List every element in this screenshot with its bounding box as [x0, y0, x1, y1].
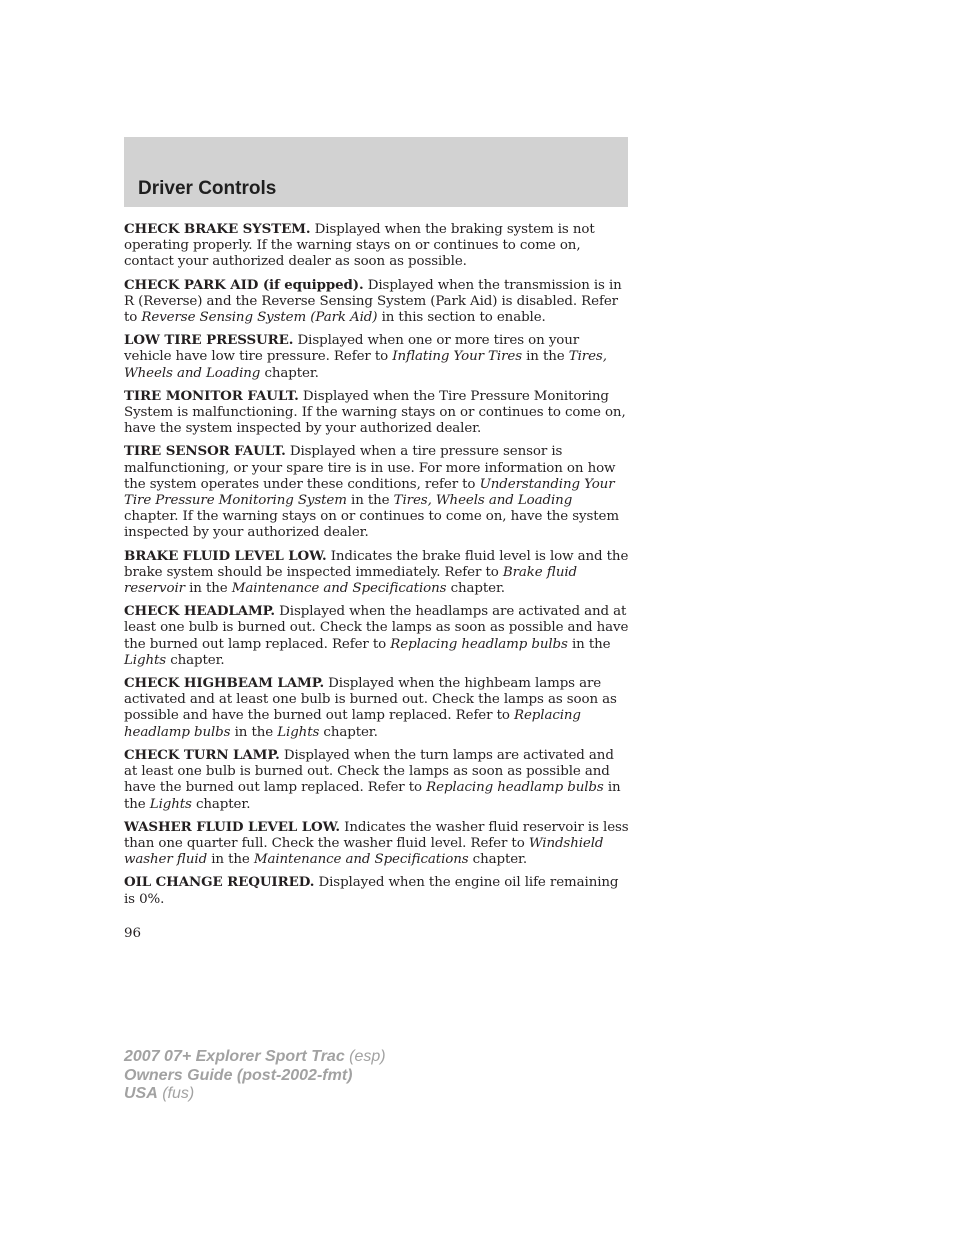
entry-reference: Replacing headlamp bulbs	[426, 780, 604, 796]
document-footer	[124, 1048, 386, 1104]
entry-reference: Lights	[277, 724, 320, 740]
entry-text: Displayed when one or more tires on your vehicle have low tire pressure. Refer to	[124, 333, 580, 365]
entry-check-highbeam-lamp	[124, 675, 630, 741]
entry-check-park-aid	[124, 277, 630, 327]
entry-text: Displayed when the headlamps are activated and at least one bulb is burned out. Check the lamps as soon as possible and have the burned out lamp replaced. Refer to	[124, 604, 629, 652]
footer-model-code: (esp)	[344, 1048, 386, 1065]
entry-heading: CHECK HIGHBEAM LAMP.	[124, 675, 325, 692]
entry-text: chapter.	[191, 796, 251, 812]
entry-reference: Lights	[149, 796, 192, 812]
entry-text: in the	[567, 636, 611, 652]
footer-line-3	[124, 1085, 386, 1104]
entry-heading: OIL CHANGE REQUIRED.	[124, 874, 315, 891]
entry-text: Indicates the washer fluid reservoir is less than one quarter full. Check the washer fluid level. Refer to	[124, 819, 629, 851]
entry-text: Displayed when the transmission is in R (Reverse) and the Reverse Sensing System (Park Aid) is disabled. Refer to	[124, 277, 622, 326]
entry-text: chapter. If the warning stays on or continues to come on, have the system inspected by your authorized dealer.	[124, 509, 619, 541]
entry-text: chapter.	[468, 852, 528, 868]
entry-heading: CHECK TURN LAMP.	[124, 746, 280, 763]
entry-reference: Windshield washer fluid	[124, 835, 604, 868]
entry-tire-sensor-fault	[124, 443, 630, 541]
entry-reference: Reverse Sensing System (Park Aid)	[141, 310, 378, 326]
entry-text: in the	[346, 493, 394, 509]
entry-heading: CHECK PARK AID (if equipped).	[124, 276, 364, 293]
entry-heading: TIRE SENSOR FAULT.	[124, 443, 286, 460]
entry-heading: CHECK BRAKE SYSTEM.	[124, 221, 311, 237]
entry-text: Indicates the brake fluid level is low and the brake system should be inspected immediately. Refer to	[124, 548, 629, 580]
entry-heading: LOW TIRE PRESSURE.	[124, 332, 294, 349]
entry-text: chapter.	[446, 581, 505, 597]
footer-market: USA	[124, 1085, 158, 1102]
entry-text: in the	[124, 780, 621, 812]
page-number: 96	[124, 926, 142, 941]
footer-line-1	[124, 1048, 386, 1067]
entry-washer-fluid-level-low	[124, 819, 630, 869]
section-title: Driver Controls	[138, 178, 277, 199]
entry-low-tire-pressure	[124, 332, 630, 382]
entry-reference: Inflating Your Tires	[392, 349, 522, 365]
entry-text: chapter.	[319, 724, 378, 740]
footer-line-2	[124, 1067, 386, 1086]
entry-reference: Brake fluid reservoir	[124, 564, 577, 597]
entry-text: Displayed when the turn lamps are activated and at least one bulb is burned out. Check the lamps as soon as possible and have the burned out lamp replaced. Refer to	[124, 747, 614, 796]
entry-text: in the	[521, 349, 569, 365]
entry-check-headlamp	[124, 603, 630, 669]
main-content	[124, 221, 630, 914]
footer-market-code: (fus)	[157, 1085, 195, 1102]
footer-guide: Owners Guide (post-2002-fmt)	[124, 1066, 353, 1084]
entry-heading: TIRE MONITOR FAULT.	[124, 387, 299, 404]
entry-text: in this section to enable.	[377, 310, 546, 326]
entry-reference: Replacing headlamp bulbs	[390, 636, 568, 652]
footer-model: 2007 07+ Explorer Sport Trac	[124, 1048, 345, 1065]
entry-heading: WASHER FLUID LEVEL LOW.	[124, 818, 340, 835]
entry-text: Displayed when the Tire Pressure Monitoring System is malfunctioning. If the warning stays on or continues to come on, have the system inspected by your authorized dealer.	[124, 388, 626, 437]
entry-reference: Maintenance and Specifications	[253, 852, 469, 868]
entry-tire-monitor-fault	[124, 388, 630, 438]
entry-text: Displayed when a tire pressure sensor is malfunctioning, or your spare tire is in use. For more information on how the system operates under these conditions, refer to	[124, 444, 616, 492]
entry-reference: Replacing headlamp bulbs	[124, 708, 581, 740]
entry-reference: Tires, Wheels and Loading	[124, 349, 607, 381]
entry-oil-change-required	[124, 874, 630, 907]
entry-text: in the	[230, 724, 278, 740]
entry-brake-fluid-level-low	[124, 548, 630, 598]
entry-text: chapter.	[260, 365, 319, 381]
entry-reference: Tires, Wheels and Loading	[393, 493, 573, 509]
entry-text: Displayed when the engine oil life remaining is 0%.	[124, 875, 619, 907]
entry-text: Displayed when the braking system is not operating properly. If the warning stays on or continues to come on, contact your authorized dealer as soon as possible.	[124, 222, 595, 270]
entry-text: Displayed when the highbeam lamps are activated and at least one bulb is burned out. Check the lamps as soon as possible and have the burned out lamp replaced. Refer to	[124, 676, 617, 724]
entry-check-turn-lamp	[124, 747, 630, 813]
entry-reference: Maintenance and Specifications	[231, 581, 447, 597]
entry-text: in the	[207, 852, 254, 868]
entry-heading: CHECK HEADLAMP.	[124, 603, 275, 620]
entry-text: in the	[184, 581, 232, 597]
entry-heading: BRAKE FLUID LEVEL LOW.	[124, 547, 327, 564]
entry-text: chapter.	[166, 652, 225, 668]
entry-reference: Lights	[124, 652, 167, 668]
entry-reference: Understanding Your Tire Pressure Monitoring System	[124, 476, 615, 509]
entry-check-brake-system	[124, 221, 630, 271]
